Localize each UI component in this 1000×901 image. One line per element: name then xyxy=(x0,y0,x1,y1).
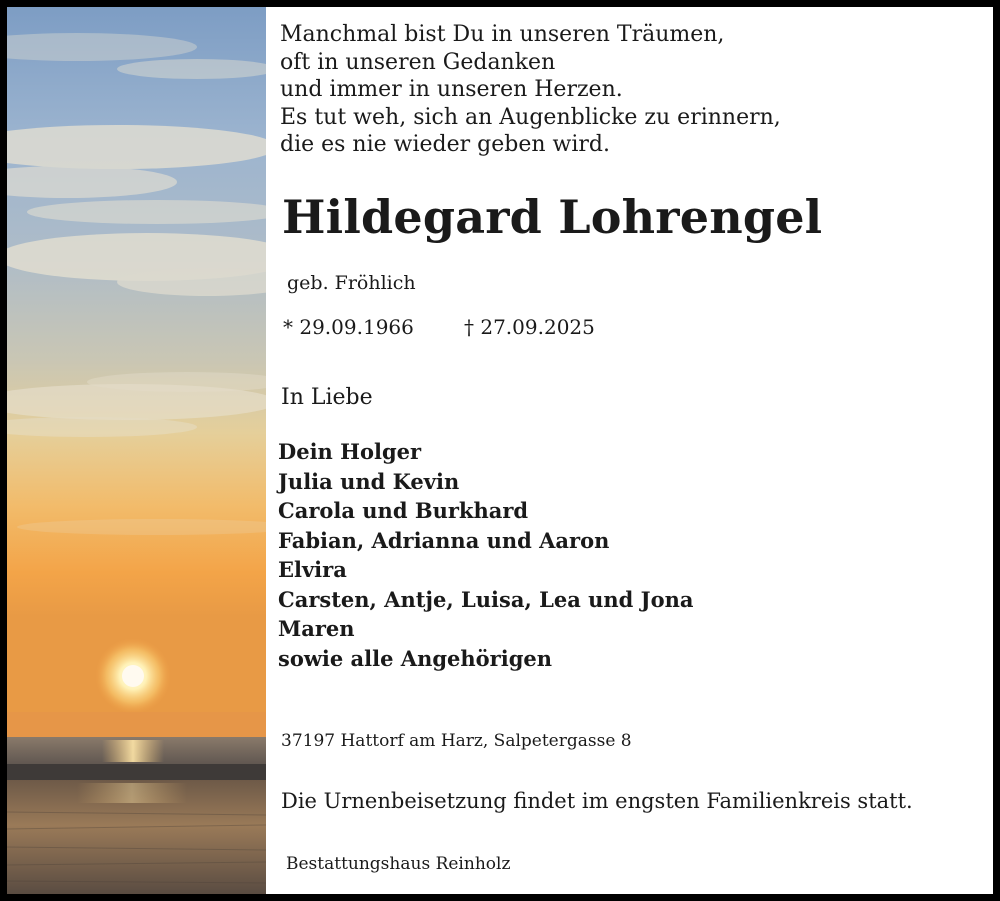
poem-line: Manchmal bist Du in unseren Träumen, xyxy=(280,22,725,47)
mourners-list xyxy=(278,437,693,673)
funeral-note: Die Urnenbeisetzung findet im engsten Familienkreis statt. xyxy=(281,789,913,813)
family-address: 37197 Hattorf am Harz, Salpetergasse 8 xyxy=(281,731,632,751)
mourner-line: Carsten, Antje, Luisa, Lea und Jona xyxy=(278,586,694,612)
mourner-line: Elvira xyxy=(278,557,347,582)
birth-date: * 29.09.1966 xyxy=(283,315,414,339)
mourner-line: Maren xyxy=(278,616,355,641)
mourner-line: Dein Holger xyxy=(278,439,422,464)
poem-line: Es tut weh, sich an Augenblicke zu erinnern, xyxy=(280,104,781,130)
obituary-card xyxy=(7,7,993,894)
sunset-beach-photo xyxy=(7,7,266,894)
obituary-text-column xyxy=(266,7,993,894)
deceased-name: Hildegard Lohrengel xyxy=(282,190,823,244)
memorial-poem xyxy=(280,21,781,159)
poem-line: die es nie wieder geben wird. xyxy=(280,132,610,157)
undertaker-name: Bestattungshaus Reinholz xyxy=(286,854,511,874)
mourner-line: Julia und Kevin xyxy=(278,468,460,494)
poem-line: und immer in unseren Herzen. xyxy=(280,77,623,102)
mourner-line: Carola und Burkhard xyxy=(278,498,529,523)
maiden-name: geb. Fröhlich xyxy=(287,272,416,294)
poem-line: oft in unseren Gedanken xyxy=(280,49,556,75)
mourner-line: sowie alle Angehörigen xyxy=(278,645,553,671)
closing-phrase: In Liebe xyxy=(281,385,373,410)
death-date: † 27.09.2025 xyxy=(464,315,595,339)
mourner-line: Fabian, Adrianna und Aaron xyxy=(278,527,610,553)
